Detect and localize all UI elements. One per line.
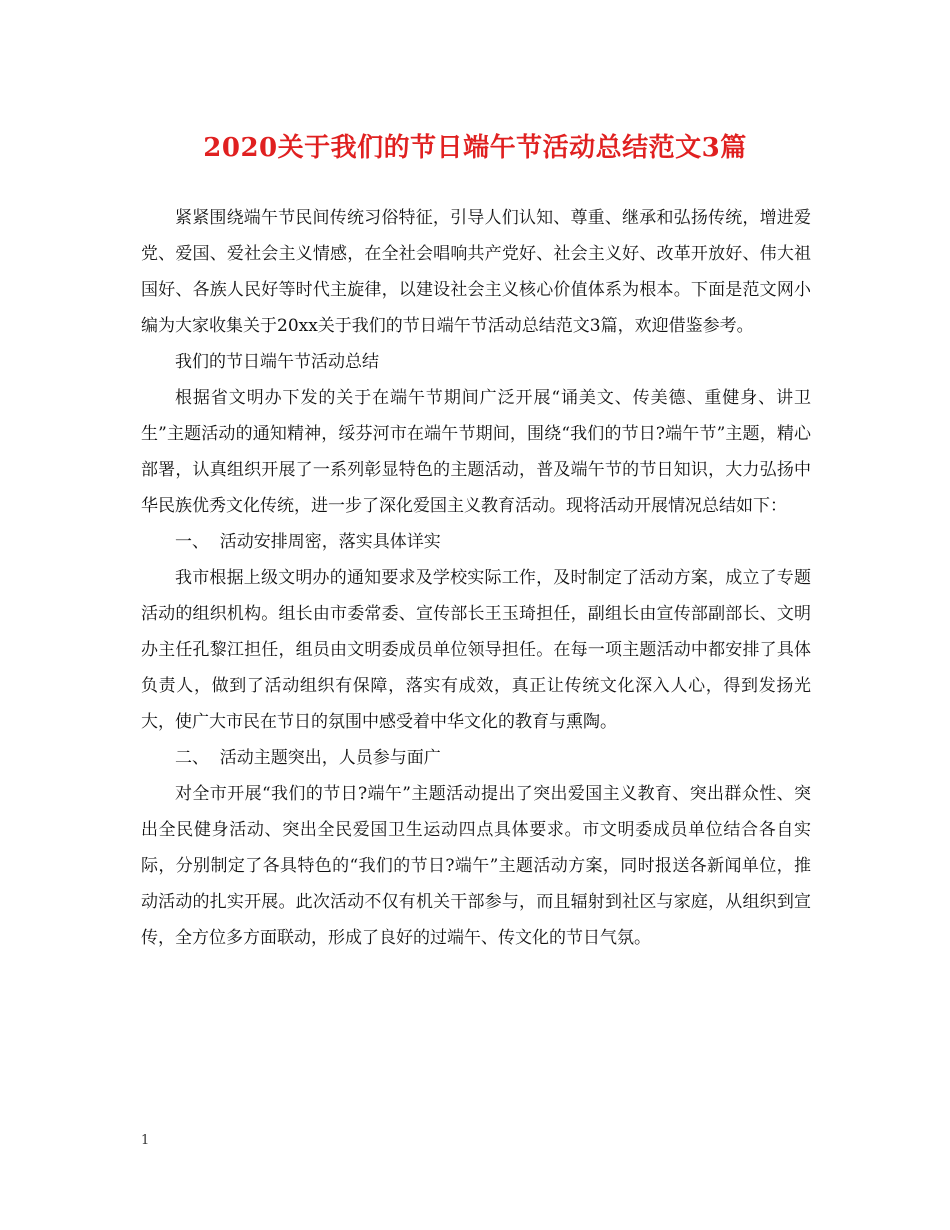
section-heading-1: 一、 活动安排周密，落实具体详实 [175, 532, 441, 552]
intro-paragraph: 紧紧围绕端午节民间传统习俗特征，引导人们认知、尊重、继承和弘扬传统，增进爱党、爱国、爱社会主义情感，在全社会唱响共产党好、社会主义好、改革开放好、伟大祖国好、各族人民好等时代主旋律，以建设社会主义核心价值体系为根本。下面是范文网小编为大家收集关于20xx关于我们的节日端午节活动总结范文3篇，欢迎借鉴参考。 [141, 208, 811, 336]
body-paragraph: 根据省文明办下发的关于在端午节期间广泛开展“诵美文、传美德、重健身、讲卫生”主题活动的通知精神，绥芬河市在端午节期间，围绕“我们的节日?端午节”主题，精心部署，认真组织开展了一系列彰显特色的主题活动，普及端午节的节日知识，大力弘扬中华民族优秀文化传统，进一步了深化爱国主义教育活动。现将活动开展情况总结如下： [141, 388, 811, 516]
page-number: 1 [141, 1133, 150, 1148]
body-paragraph: 对全市开展“我们的节日?端午”主题活动提出了突出爱国主义教育、突出群众性、突出全民健身活动、突出全民爱国卫生运动四点具体要求。市文明委成员单位结合各自实际，分别制定了各具特色的“我们的节日?端午”主题活动方案，同时报送各新闻单位，推动活动的扎实开展。此次活动不仅有机关干部参与，而且辐射到社区与家庭，从组织到宣传，全方位多方面联动，形成了良好的过端午、传文化的节日气氛。 [141, 784, 811, 948]
body-paragraph: 我市根据上级文明办的通知要求及学校实际工作，及时制定了活动方案，成立了专题活动的组织机构。组长由市委常委、宣传部长王玉琦担任，副组长由宣传部副部长、文明办主任孔黎江担任，组员由文明委成员单位领导担任。在每一项主题活动中都安排了具体负责人，做到了活动组织有保障，落实有成效，真正让传统文化深入人心，得到发扬光大，使广大市民在节日的氛围中感受着中华文化的教育与熏陶。 [141, 568, 811, 732]
section-heading-2: 二、 活动主题突出，人员参与面广 [175, 748, 441, 768]
document-title: 2020关于我们的节日端午节活动总结范文3篇 [203, 133, 747, 163]
document-body [141, 200, 811, 956]
section-subtitle: 我们的节日端午节活动总结 [175, 352, 379, 372]
